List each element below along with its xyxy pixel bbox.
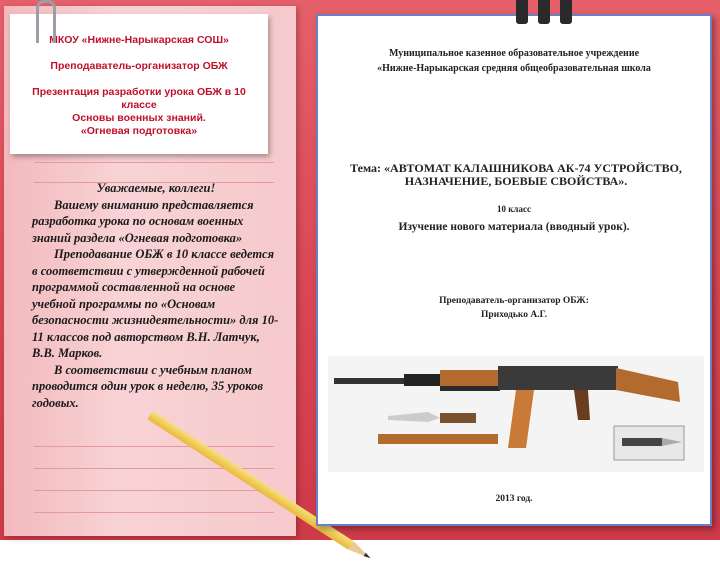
rifle-photo: [328, 356, 704, 472]
ruled-line: [34, 490, 274, 491]
teacher-info: [318, 294, 710, 322]
teacher-name: Приходько А.Г.: [481, 310, 547, 320]
grade: 10 класс: [497, 204, 531, 214]
paper-clip-icon: [36, 0, 56, 43]
organization: [318, 46, 710, 76]
intro-paragraph: Преподавание ОБЖ в 10 классе ведется в соответствии с утвержденной рабочей программой составленной на основе учебной программы по «Основам безопасности жизнидеятельности» для 10-11 классов под авторством В.Н. Латчук, В.В. Марков.: [32, 247, 279, 360]
card-line: «Огневая подготовка»: [80, 125, 198, 137]
lesson-topic: Тема: «АВТОМАТ КАЛАШНИКОВА АК-74 УСТРОЙСТВО, НАЗНАЧЕНИЕ, БОЕВЫЕ СВОЙСТВА».: [350, 161, 682, 188]
intro-paragraph: В соответствии с учебным планом проводится один урок в неделю, 35 уроков годовых.: [32, 362, 263, 410]
org-line: «Нижне-Нарыкарская средняя общеобразовательная школа: [377, 63, 651, 74]
ruled-line: [34, 162, 274, 163]
card-line: классе: [121, 99, 157, 111]
binder-clip-icon: [516, 0, 572, 24]
card-line: Презентация разработки урока ОБЖ в 10: [32, 86, 246, 98]
lesson-type: Изучение нового материала (вводный урок).: [398, 221, 630, 233]
title-page: [316, 14, 712, 526]
teacher-role: Преподаватель-организатор ОБЖ:: [439, 296, 589, 306]
ruled-line: [34, 512, 274, 513]
year: 2013 год.: [495, 494, 533, 504]
greeting: Уважаемые, коллеги!: [96, 181, 216, 195]
ruled-line: [34, 446, 274, 447]
rifle-icon: [328, 356, 704, 472]
intro-text: [32, 180, 280, 411]
org-line: Муниципальное казенное образовательное учреждение: [388, 48, 640, 59]
card-line: МКОУ «Нижне-Нарыкарская СОШ»: [49, 34, 229, 46]
intro-paragraph: Вашему вниманию представляется разработка урока по основам военных знаний раздела «Огневая подготовка»: [32, 197, 254, 245]
card-line: Основы военных знаний.: [72, 112, 206, 124]
card-line: Преподаватель-организатор ОБЖ: [50, 60, 228, 72]
